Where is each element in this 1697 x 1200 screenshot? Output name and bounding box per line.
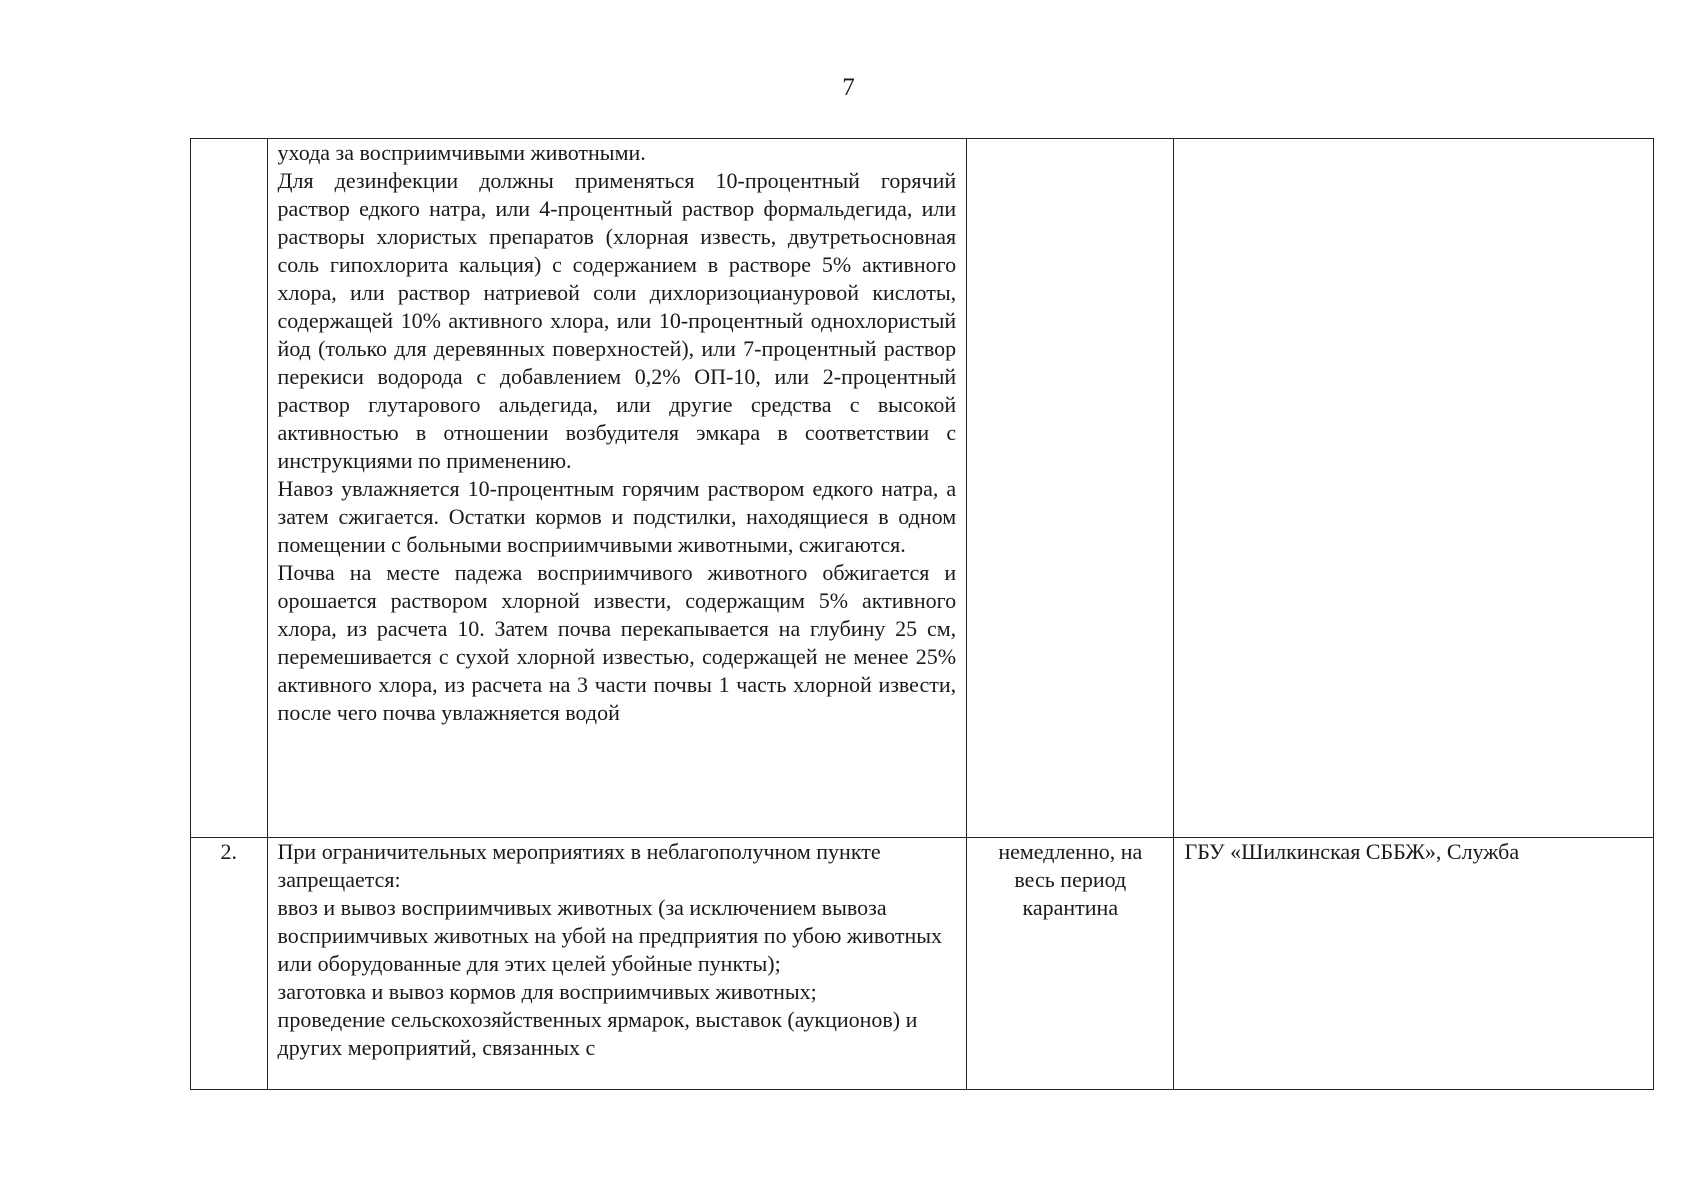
responsible-cell: [1174, 139, 1654, 838]
table-row: [191, 139, 1654, 838]
term-cell: немедленно, на весь период карантина: [967, 838, 1174, 1090]
measure-paragraph: проведение сельскохозяйственных ярмарок, выставок (аукционов) и других мероприятий, связанных с: [277, 1007, 918, 1060]
measure-description-cell: [267, 139, 967, 838]
measure-paragraph: ухода за восприимчивыми животными.: [277, 140, 646, 165]
measure-paragraph: Почва на месте падежа восприимчивого животного обжигается и орошается раствором хлорной извести, содержащим 5% активного хлора, из расчета 10. Затем почва перекапывается на глубину 25 см, перемешивается с сухой хлорной известью, содержащей не менее 25% активного хлора, из расчета на 3 части почвы 1 часть хлорной извести, после чего почва увлажняется водой: [277, 560, 957, 725]
page-number: 7: [842, 74, 855, 101]
row-number-cell: [191, 139, 268, 838]
measure-paragraph: Для дезинфекции должны применяться 10-процентный горячий раствор едкого натра, или 4-процентный раствор формальдегида, или растворы хлористых препаратов (хлорная известь, двутретьосновная соль гипохлорита кальция) с содержанием в растворе 5% активного хлора, или раствор натриевой соли дихлоризоциануровой кислоты, содержащей 10% активного хлора, или 10-процентный однохлористый йод (только для деревянных поверхностей), или 7-процентный раствор перекиси водорода с добавлением 0,2% ОП-10, или 2-процентный раствор глутарового альдегида, или другие средства с высокой активностью в отношении возбудителя эмкара в соответствии с инструкциями по применению.: [277, 168, 957, 473]
table-row: [191, 838, 1654, 1090]
measure-description-cell: [267, 838, 967, 1090]
measure-paragraph: ввоз и вывоз восприимчивых животных (за исключением вывоза восприимчивых животных на убой на предприятия по убою животных или оборудованные для этих целей убойные пункты);: [277, 895, 943, 976]
measures-table: [190, 138, 1654, 1090]
term-cell: [967, 139, 1174, 838]
measure-paragraph: заготовка и вывоз кормов для восприимчивых животных;: [277, 979, 817, 1004]
row-number-cell: 2.: [191, 838, 268, 1090]
measure-paragraph: При ограничительных мероприятиях в неблагополучном пункте запрещается:: [277, 839, 881, 892]
responsible-cell: ГБУ «Шилкинская СББЖ», Служба: [1174, 838, 1654, 1090]
measure-paragraph: Навоз увлажняется 10-процентным горячим раствором едкого натра, а затем сжигается. Остатки кормов и подстилки, находящиеся в одном помещении с больными восприимчивыми животными, сжигаются.: [277, 476, 957, 557]
